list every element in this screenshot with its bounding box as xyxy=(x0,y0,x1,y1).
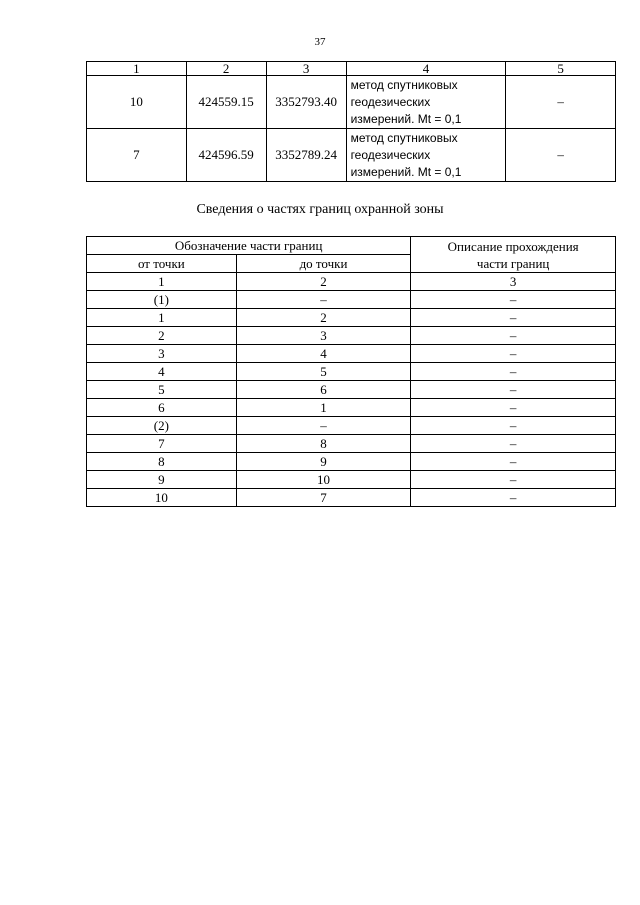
boundary-parts-table xyxy=(86,236,616,507)
parts-header-row xyxy=(87,237,616,255)
table-row xyxy=(87,309,616,327)
to-point: 1 xyxy=(236,399,411,417)
description: – xyxy=(411,327,616,345)
to-point: – xyxy=(236,417,411,435)
description: – xyxy=(411,381,616,399)
from-point: 7 xyxy=(87,435,237,453)
point-number: 10 xyxy=(87,76,187,129)
table-row xyxy=(87,363,616,381)
to-point: 5 xyxy=(236,363,411,381)
coord-header-cell: 4 xyxy=(346,62,506,76)
from-point: 10 xyxy=(87,489,237,507)
method-cell xyxy=(346,129,506,182)
to-point: 9 xyxy=(236,453,411,471)
coord-header-row xyxy=(87,62,616,76)
method-cell xyxy=(346,76,506,129)
table-row xyxy=(87,417,616,435)
from-point: 6 xyxy=(87,399,237,417)
to-point: 6 xyxy=(236,381,411,399)
from-point: 5 xyxy=(87,381,237,399)
table-row xyxy=(87,129,616,182)
description: – xyxy=(411,345,616,363)
table-row xyxy=(87,345,616,363)
description: – xyxy=(411,471,616,489)
header-description-line: Описание прохождения xyxy=(447,238,579,254)
coordinates-table xyxy=(86,61,616,182)
from-point: 9 xyxy=(87,471,237,489)
description: – xyxy=(411,309,616,327)
coord-header-cell: 1 xyxy=(87,62,187,76)
method-line: измерений. Mt = 0,1 xyxy=(350,164,462,179)
to-point: 3 xyxy=(236,327,411,345)
numbering-cell: 3 xyxy=(411,273,616,291)
to-point: 8 xyxy=(236,435,411,453)
to-point: – xyxy=(236,291,411,309)
from-point: 8 xyxy=(87,453,237,471)
description: – xyxy=(411,363,616,381)
header-from-point: от точки xyxy=(87,255,237,273)
table-row xyxy=(87,327,616,345)
x-coordinate: 424596.59 xyxy=(186,129,266,182)
from-point: 4 xyxy=(87,363,237,381)
description: – xyxy=(411,399,616,417)
table-row xyxy=(87,489,616,507)
x-coordinate: 424559.15 xyxy=(186,76,266,129)
table-row xyxy=(87,381,616,399)
page-number: 37 xyxy=(314,36,326,48)
description: – xyxy=(411,291,616,309)
header-group: Обозначение части границ xyxy=(87,237,411,255)
from-point: 3 xyxy=(87,345,237,363)
header-to-point: до точки xyxy=(236,255,411,273)
description: – xyxy=(411,453,616,471)
header-description xyxy=(411,237,616,273)
coord-header-cell: 2 xyxy=(186,62,266,76)
table-row xyxy=(87,291,616,309)
col5-value: – xyxy=(506,76,616,129)
description: – xyxy=(411,435,616,453)
method-line: геодезических xyxy=(350,147,431,162)
from-point: 1 xyxy=(87,309,237,327)
method-line: метод спутниковых xyxy=(350,130,458,145)
table-row xyxy=(87,399,616,417)
coord-header-cell: 5 xyxy=(506,62,616,76)
method-line: геодезических xyxy=(350,94,431,109)
description: – xyxy=(411,417,616,435)
header-description-line: части границ xyxy=(476,255,550,271)
table-row xyxy=(87,471,616,489)
numbering-cell: 2 xyxy=(236,273,411,291)
y-coordinate: 3352793.40 xyxy=(266,76,346,129)
section-title: Сведения о частях границ охранной зоны xyxy=(196,202,444,217)
table-row xyxy=(87,435,616,453)
numbering-row xyxy=(87,273,616,291)
table-row xyxy=(87,76,616,129)
to-point: 2 xyxy=(236,309,411,327)
description: – xyxy=(411,489,616,507)
coord-header-cell: 3 xyxy=(266,62,346,76)
to-point: 4 xyxy=(236,345,411,363)
table-row xyxy=(87,453,616,471)
from-point: (2) xyxy=(87,417,237,435)
to-point: 7 xyxy=(236,489,411,507)
col5-value: – xyxy=(506,129,616,182)
method-line: измерений. Mt = 0,1 xyxy=(350,111,462,126)
from-point: (1) xyxy=(87,291,237,309)
numbering-cell: 1 xyxy=(87,273,237,291)
method-line: метод спутниковых xyxy=(350,77,458,92)
point-number: 7 xyxy=(87,129,187,182)
to-point: 10 xyxy=(236,471,411,489)
from-point: 2 xyxy=(87,327,237,345)
y-coordinate: 3352789.24 xyxy=(266,129,346,182)
